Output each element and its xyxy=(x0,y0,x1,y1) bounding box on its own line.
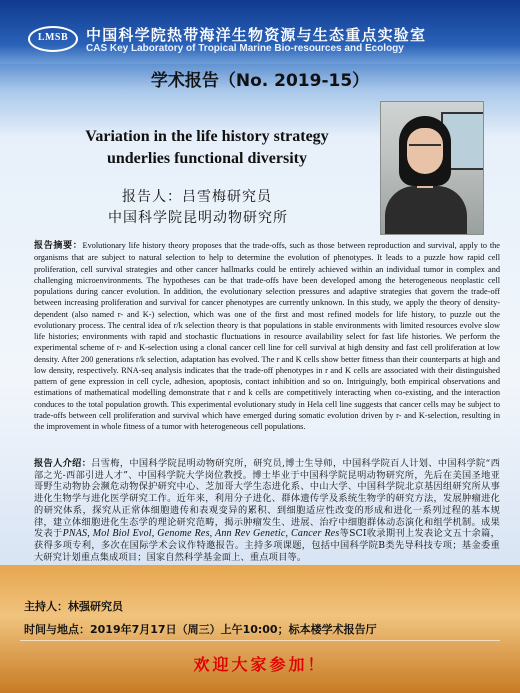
photo-glasses xyxy=(409,144,441,152)
bio-journals: PNAS, Mol Biol Evol, Genome Res, Ann Rev Genetic, Cancer Res xyxy=(62,528,340,540)
report-title: 学术报告（No. 2019-15） xyxy=(150,71,370,91)
talk-title: Variation in the life history strategy underlies functional diversity xyxy=(85,128,329,167)
bio-label: 报告人介绍： xyxy=(34,458,92,469)
abstract-label: 报告摘要： xyxy=(34,241,83,251)
lab-logo-icon xyxy=(28,26,78,52)
abstract-text: Evolutionary life history theory proposes that the trade-offs, such as those between reproduction and survival, apply to the organisms that are subject to natural selection to help to determine the evolution of phenotypes. It leads to a puzzle how rapid cell proliferation, cell survival strategies and other cancer hallmarks could be entirely achieved within an individual tumor in complex and challenging microenvironments. The hypotheses can be that trade-offs have been developed among the heterogeneous neoplastic cell populations during cancer evolution. In addition, the evolutionary selection pressures and adaptive strategies that govern the trade-off between increasing proliferation and survival for cancer phenotypes are currently unknown. In this study, we apply the theory of density-dependent (also named r- and K-) selection, which was one of the first and most refined models for life history, to puzzle out the evolutionary process. The central idea of r/k selection theory is that populations in stable environments with limited resources evolve slow life histories; environments with rapid and stochastic fluctuations in resource availability select for fast life histories. We perform the experimental scheme of r- and K-selection using a clonal cancer cell line for cell survival at high density and fast cell proliferation at low density. After 200 generations r/k selection, adaptation has evolved. The r and K cells show better fitness than their counterparts at high and low density, respectively. RNA-seq analysis indicates that the trade-off phenotypes in r and K cells are associated with their distinguished pattern of gene expression in cell cycle, adhesion, apoptosis, contact inhibition and so on. Intriguingly, both empirical observations and estimations of mathematical modelling demonstrate that r and k cells are competitively interacting when co-existing, and the interaction conduces to the total population growth. This experimental evolutionary study in Hela cell line suggests that cancer cells may be subject to trade-offs between cell proliferation and survival which have emerged during somatic evolution driven by r- and K-selection, resulting in the improvement in whole fitness of a tumor with heterogeneous cell populations. xyxy=(34,241,500,431)
bio-section xyxy=(34,458,500,563)
host-line: 主持人：林强研究员 xyxy=(24,600,123,613)
speaker-name: 报告人：吕雪梅研究员 xyxy=(122,189,272,205)
time-place-line: 时间与地点：2019年7月17日（周三）上午10:00；标本楼学术报告厅 xyxy=(24,623,377,636)
divider xyxy=(20,640,500,641)
speaker-institution: 中国科学院昆明动物研究所 xyxy=(108,210,288,226)
abstract-section xyxy=(34,240,500,432)
bio-text-2: 等SCI收录期刊上发表论文五十余篇，获得多项专利，多次在国际学术会议作特邀报告。主持多项课题，包括中国科学院B类先导科技专项；基金委重大研究计划重点集成项目；国家自然科学基金面上、重点项目等。 xyxy=(34,528,500,563)
header-banner xyxy=(0,0,520,64)
lab-name-english: CAS Key Laboratory of Tropical Marine Bio-resources and Ecology xyxy=(86,43,404,54)
welcome-message: 欢迎大家参加！ xyxy=(193,655,327,674)
speaker-photo xyxy=(380,101,484,235)
lab-name-chinese: 中国科学院热带海洋生物资源与生态重点实验室 xyxy=(86,26,427,44)
bio-text-1: 吕雪梅，中国科学院昆明动物研究所，研究员,博士生导师，中国科学院百人计划、中国科学院“西部之光-西部引进人才”、中国科学院大学岗位教授。博士毕业于中国科学院昆明动物研究所，先后在美国圣地亚哥野生动物协会濒危动物保护研究中心、芝加哥大学生态进化系、中山大学、中国科学院北京基因组研究所从事进化生物学与进化医学研究工作。近年来，利用分子进化、群体遗传学及系统生物学的研究方法，发展肿瘤进化的研究体系，探究从正常体细胞遗传和表观变异的累积、到细胞适应性改变的形成和进化一系列过程的基本规律，建立体细胞进化生态学的理论研究范畴，揭示肿瘤发生、进展、治疗中细胞群体动态演化和组学机制。成果发表于 xyxy=(34,458,500,540)
lab-logo-text: LMSB xyxy=(37,32,69,43)
photo-body xyxy=(385,186,467,235)
